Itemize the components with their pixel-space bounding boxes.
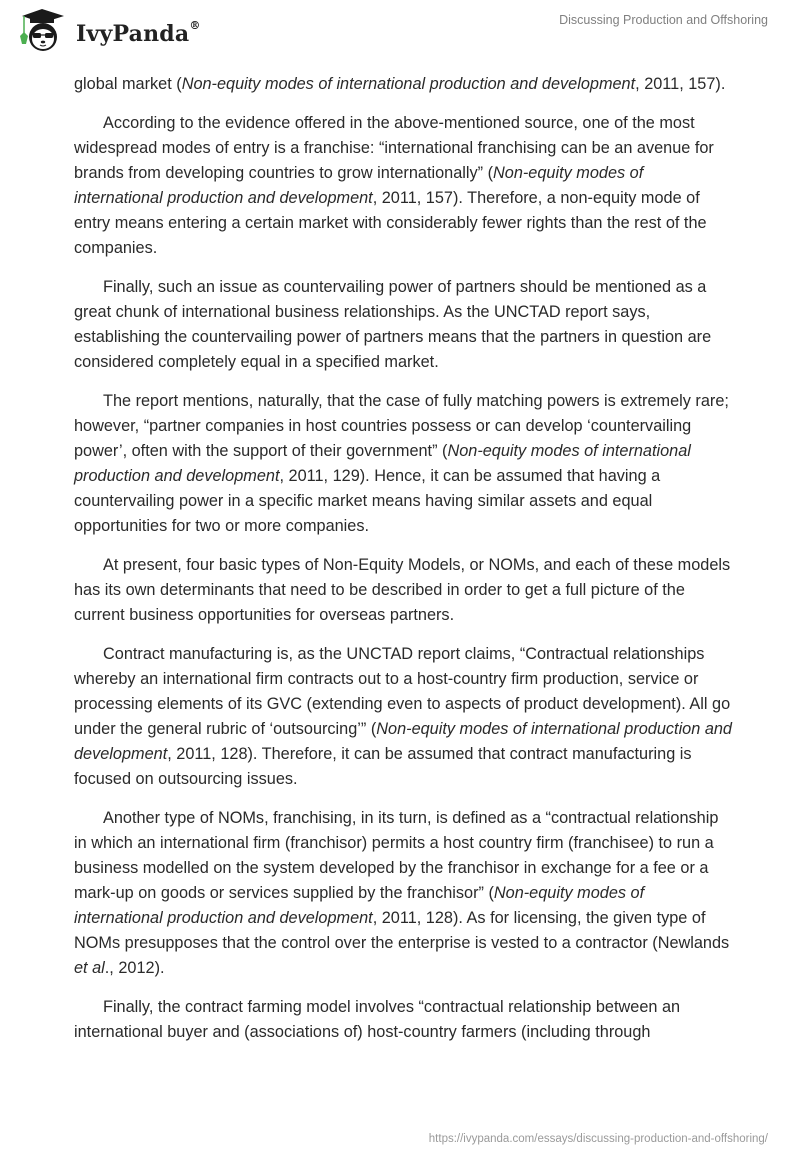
- paragraph-text: , 2011, 128). Therefore, it can be assumed that contract manufacturing is focused on outsourcing issues.: [74, 745, 692, 788]
- citation-title: Non-equity modes of international production and development: [74, 442, 691, 485]
- paragraph-text: global market (: [74, 75, 182, 93]
- source-url[interactable]: https://ivypanda.com/essays/discussing-production-and-offshoring/: [428, 1133, 768, 1145]
- paragraph-text: The report mentions, naturally, that the case of fully matching powers is extremely rare; however, “partner companies in host countries possess or can develop ‘countervailing power’, often with the support of their government” (: [74, 392, 729, 460]
- citation-title: Non-equity modes of international production and development: [74, 884, 645, 927]
- page-header: [0, 0, 800, 60]
- paragraph-text: Another type of NOMs, franchising, in its turn, is defined as a “contractual relationship in which an international firm (franchisor) permits a host country firm (franchisee) to run a business modelled on the system developed by the franchisor in exchange for a fee or a mark-up on goods or services supplied by the franchisor” (: [74, 809, 719, 902]
- citation-title: Non-equity modes of international production and development: [74, 720, 732, 763]
- paragraph: [74, 275, 734, 375]
- citation-title: Non-equity modes of international production and development: [181, 75, 636, 93]
- paragraph: [74, 642, 734, 792]
- paragraph: [74, 806, 734, 981]
- citation-title: et al: [74, 959, 105, 977]
- paragraph: [74, 72, 734, 97]
- paragraph-text: At present, four basic types of Non-Equity Models, or NOMs, and each of these models has its own determinants that need to be described in order to get a full picture of the current business opportunities for overseas partners.: [74, 556, 731, 624]
- document-title: Discussing Production and Offshoring: [559, 13, 768, 27]
- essay-body: [74, 72, 734, 1059]
- paragraph-text: ., 2012).: [104, 959, 165, 977]
- paragraph-text: , 2011, 157). Therefore, a non-equity mode of entry means entering a certain market with considerably fewer rights than the rest of the companies.: [74, 189, 707, 257]
- brand-name: IvyPanda®: [76, 18, 201, 47]
- paragraph-text: Finally, such an issue as countervailing power of partners should be mentioned as a great chunk of international business relationships. As the UNCTAD report says, establishing the countervailing power of partners means that the partners in question are considered completely equal in a specified market.: [74, 278, 712, 371]
- paragraph-text: , 2011, 157).: [635, 75, 726, 93]
- paragraph-text: , 2011, 129). Hence, it can be assumed that having a countervailing power in a specific market means having similar assets and equal opportunities for two or more companies.: [74, 467, 661, 535]
- paragraph: [74, 995, 734, 1045]
- paragraph: [74, 553, 734, 628]
- paragraph-text: According to the evidence offered in the above-mentioned source, one of the most widespread modes of entry is a franchise: “international franchising can be an avenue for brands from developing countries to grow internationally” (: [74, 114, 714, 182]
- ivypanda-logo[interactable]: [16, 8, 201, 56]
- citation-title: Non-equity modes of international production and development: [74, 164, 644, 207]
- paragraph-text: Contract manufacturing is, as the UNCTAD report claims, “Contractual relationships whereby an international firm contracts out to a host-country firm production, service or processing elements of its GVC (extending even to aspects of product development). All go under the general rubric of ‘outsourcing’” (: [74, 645, 731, 738]
- paragraph: [74, 389, 734, 539]
- paragraph-text: Finally, the contract farming model involves “contractual relationship between an international buyer and (associations of) host-country farmers (including through: [74, 998, 681, 1041]
- paragraph-text: , 2011, 128). As for licensing, the given type of NOMs presupposes that the control over the enterprise is vested to a contractor (Newlands: [74, 909, 730, 952]
- panda-graduate-icon: [16, 6, 74, 59]
- paragraph: [74, 111, 734, 261]
